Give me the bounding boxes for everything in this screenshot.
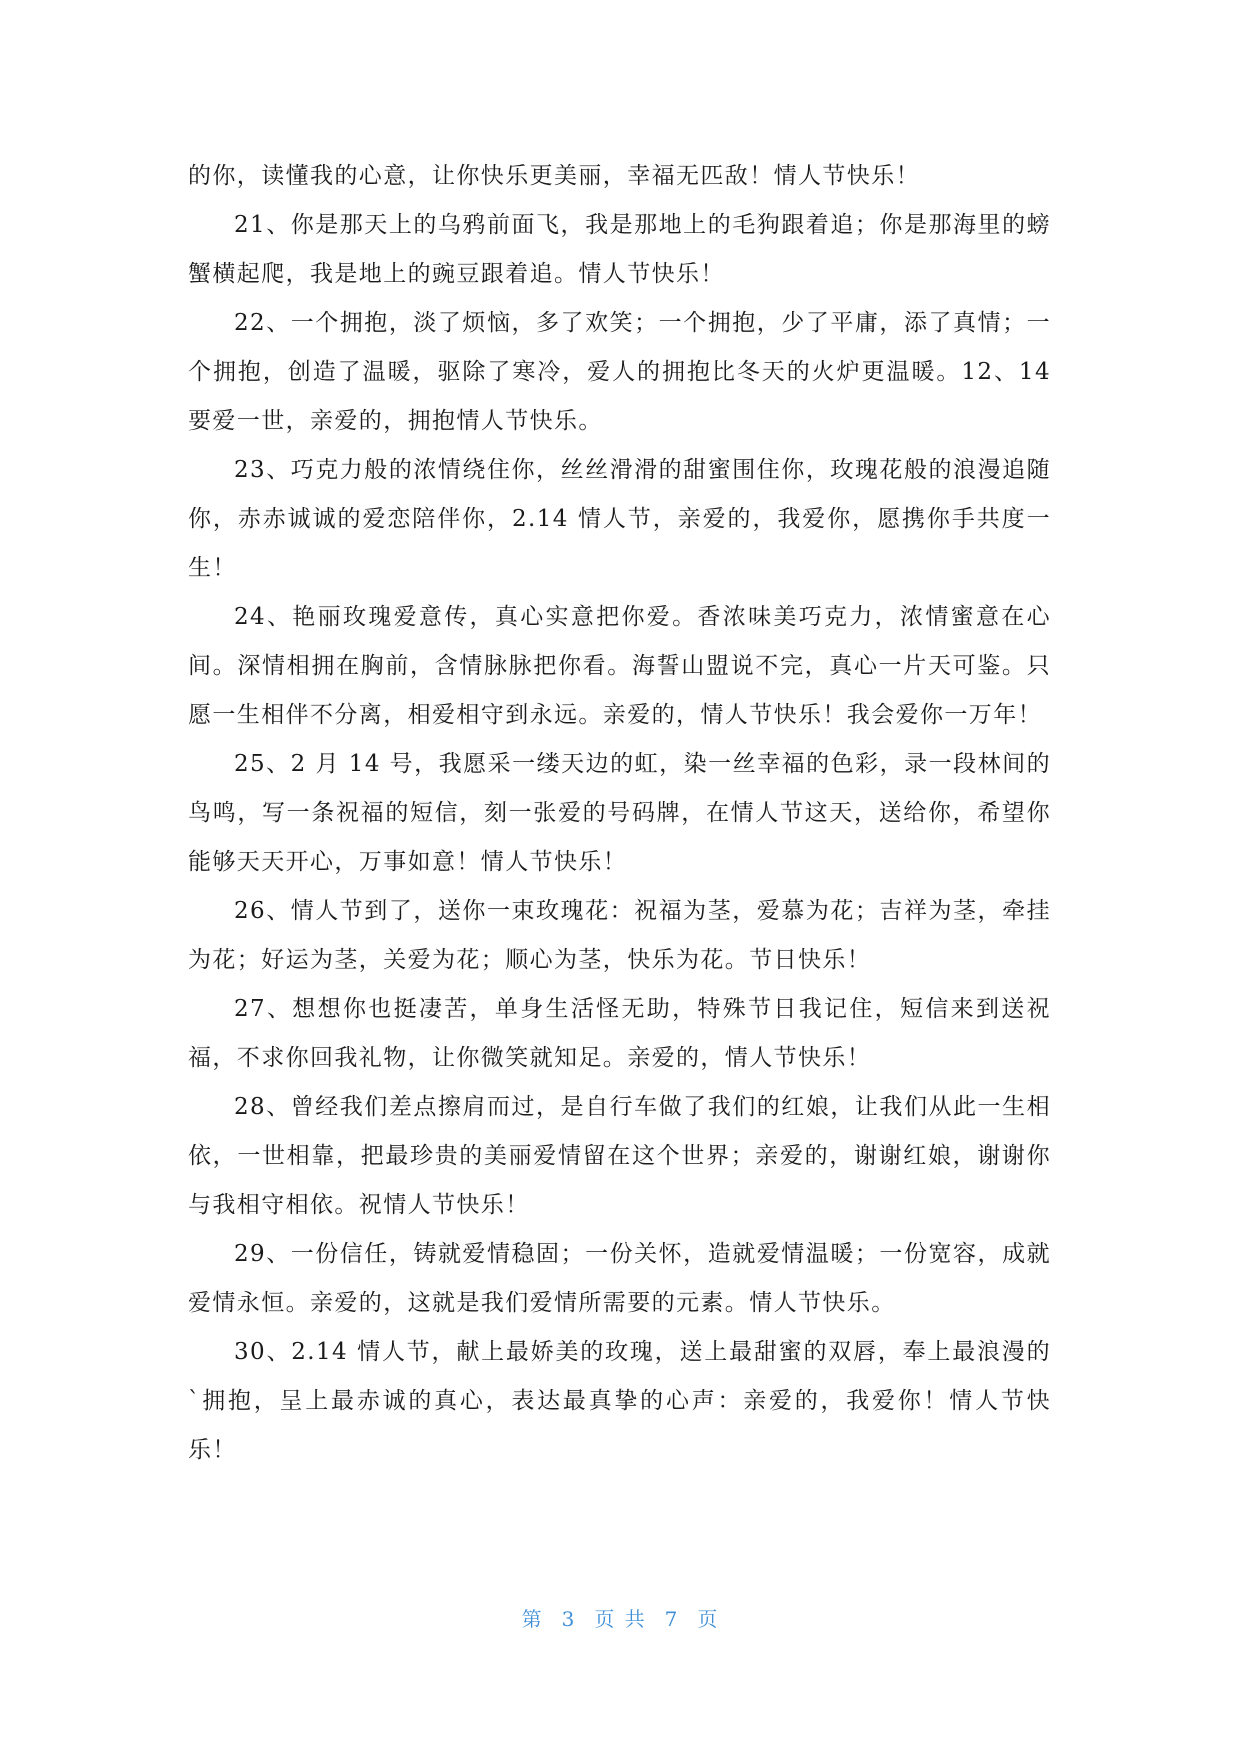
footer-label-page: 第 xyxy=(521,1607,544,1631)
paragraph-25: 25、2 月 14 号，我愿采一缕天边的虹，染一丝幸福的色彩，录一段林间的鸟鸣，写一条祝福的短信，刻一张爱的号码牌，在情人节这天，送给你，希望你能够天天开心，万事如意！情人节快乐！ xyxy=(188,751,1051,875)
paragraph-27: 27、想想你也挺凄苦，单身生活怪无助，特殊节日我记住，短信来到送祝福，不求你回我礼物，让你微笑就知足。亲爱的，情人节快乐！ xyxy=(188,996,1051,1071)
document-body xyxy=(188,152,1051,1475)
footer-label-of: 页 共 xyxy=(594,1607,647,1631)
paragraph-23: 23、巧克力般的浓情绕住你，丝丝滑滑的甜蜜围住你，玫瑰花般的浪漫追随你，赤赤诚诚的爱恋陪伴你，2.14 情人节，亲爱的，我爱你，愿携你手共度一生！ xyxy=(188,457,1051,581)
paragraph-24: 24、艳丽玫瑰爱意传，真心实意把你爱。香浓味美巧克力，浓情蜜意在心间。深情相拥在胸前，含情脉脉把你看。海誓山盟说不完，真心一片天可鉴。只愿一生相伴不分离，相爱相守到永远。亲爱的，情人节快乐！我会爱你一万年！ xyxy=(188,604,1051,728)
page-footer xyxy=(0,1603,1241,1632)
paragraph-28: 28、曾经我们差点擦肩而过，是自行车做了我们的红娘，让我们从此一生相依，一世相靠，把最珍贵的美丽爱情留在这个世界；亲爱的，谢谢红娘，谢谢你与我相守相依。祝情人节快乐！ xyxy=(188,1094,1051,1218)
paragraph-continued: 的你，读懂我的心意，让你快乐更美丽，幸福无匹敌！情人节快乐！ xyxy=(188,163,920,189)
current-page-number: 3 xyxy=(561,1607,577,1631)
paragraph-30: 30、2.14 情人节，献上最娇美的玫瑰，送上最甜蜜的双唇，奉上最浪漫的`拥抱，呈上最赤诚的真心，表达最真挚的心声：亲爱的，我爱你！情人节快乐！ xyxy=(188,1339,1051,1463)
paragraph-21: 21、你是那天上的乌鸦前面飞，我是那地上的毛狗跟着追；你是那海里的螃蟹横起爬，我是地上的豌豆跟着追。情人节快乐！ xyxy=(188,212,1051,287)
paragraph-29: 29、一份信任，铸就爱情稳固；一份关怀，造就爱情温暖；一份宽容，成就爱情永恒。亲爱的，这就是我们爱情所需要的元素。情人节快乐。 xyxy=(188,1241,1051,1316)
total-pages-number: 7 xyxy=(664,1607,680,1631)
paragraph-22: 22、一个拥抱，淡了烦恼，多了欢笑；一个拥抱，少了平庸，添了真情；一个拥抱，创造了温暖，驱除了寒冷，爱人的拥抱比冬天的火炉更温暖。12、14 要爱一世，亲爱的，拥抱情人节快乐。 xyxy=(188,310,1051,434)
footer-label-pages: 页 xyxy=(697,1607,720,1631)
paragraph-26: 26、情人节到了，送你一束玫瑰花：祝福为茎，爱慕为花；吉祥为茎，牵挂为花；好运为茎，关爱为花；顺心为茎，快乐为花。节日快乐！ xyxy=(188,898,1051,973)
